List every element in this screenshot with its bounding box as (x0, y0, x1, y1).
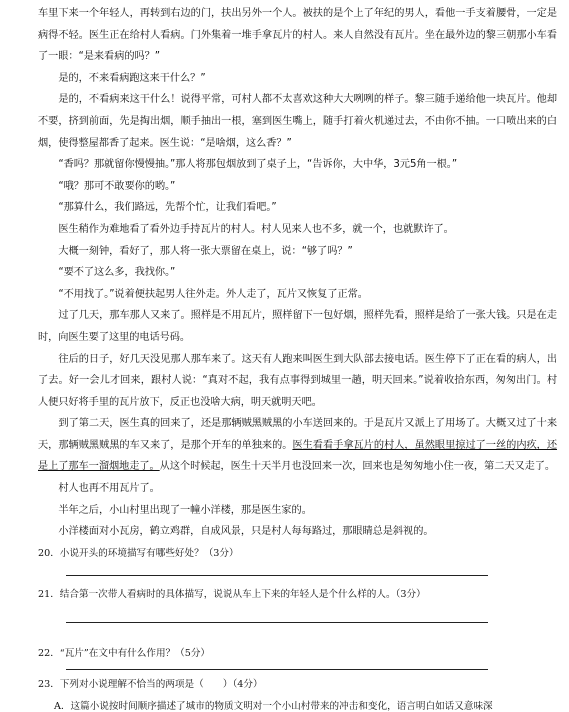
answer-line[interactable] (66, 561, 488, 576)
story-text-span: 到了第二天，医生真的回来了，还是那辆贼黑贼黑的小车送回来的。于是瓦片又派上了用场了。大概又过了十来天，那辆贼黑贼黑的车又来了，是那个开车的单独来的。 (38, 418, 557, 451)
story-paragraph: 是的，不看病来这干什么！说得平常，可村人都不太喜欢这种大大咧咧的样子。黎三随手递给他一块瓦片。他却不要，挤到前面，先是掏出烟，顺手抽出一根，塞到医生嘴上，随手打着火机递过去，不由你不抽。一口喷出来的白烟，使得整屋都香了起来。医生说：“是啥烟，这么香？” (38, 94, 557, 149)
story-paragraph: “不用找了。”说着便扶起男人往外走。外人走了，瓦片又恢复了正常。 (58, 288, 368, 300)
underlined-sentence: 医生看看手拿瓦片的村人，虽然眼里掠过了一丝的内疚，还是上了那车一溜烟地走了。 (38, 439, 558, 473)
story-paragraph: 小洋楼面对小瓦房，鹤立鸡群，自成风景，只是村人每每路过，那眼睛总是斜视的。 (58, 526, 434, 538)
story-paragraph: “那算什么，我们路远，先帮个忙，让我们看吧。” (58, 202, 277, 214)
story-paragraph: 村人也再不用瓦片了。 (58, 483, 160, 495)
story-paragraph: 过了几天，那车那人又来了。照样是不用瓦片，照样留下一包好烟，照样先看，照样是给了一张大钱。只是在走时，向医生要了这里的电话号码。 (38, 310, 557, 343)
question-21: 21．结合第一次带人看病时的具体描写，说说从车上下来的年轻人是个什么样的人。（3分） (38, 588, 426, 600)
story-text (38, 3, 557, 543)
question-20: 20．小说开头的环境描写有哪些好处？（3分） (38, 547, 239, 559)
choice-a: A．这篇小说按时间顺序描述了城市的物质文明对一个小山村带来的冲击和变化，语言明白如话又意味深 (54, 700, 493, 712)
story-paragraph: 半年之后，小山村里出现了一幢小洋楼，那是医生家的。 (58, 504, 312, 516)
story-paragraph: 医生稍作为难地看了看外边手持瓦片的村人。村人见来人也不多，就一个，也就默许了。 (58, 223, 454, 235)
story-paragraph: “哦？那可不敢要你的哟。” (58, 180, 176, 192)
story-paragraph: 大概一刻钟，看好了，那人将一张大票留在桌上，说：“够了吗？” (58, 245, 353, 257)
story-paragraph: 车里下来一个年轻人，再转到右边的门，扶出另外一个人。被扶的是个上了年纪的男人，看他一手支着腰骨，一定是病得不轻。医生正在给村人看病。门外集着一堆手拿瓦片的村人。来人自然没有瓦片。坐在最外边的黎三朝那小车看了一眼：“是来看病的吗？” (38, 8, 557, 63)
questions-section (38, 547, 557, 712)
question-22: 22．“瓦片”在文中有什么作用？（5分） (38, 647, 211, 659)
story-text-span: 从这个时候起，医生十天半月也没回来一次，回来也是匆匆地小住一夜，第二天又走了。 (159, 461, 556, 473)
story-paragraph (38, 413, 557, 478)
story-paragraph: “香吗？那就留你慢慢抽。”那人将那包烟放到了桌子上，“告诉你，大中华，3元5角一根。” (58, 159, 458, 171)
answer-line[interactable] (66, 602, 488, 623)
answer-line[interactable] (66, 661, 488, 670)
question-23: 23．下列对小说理解不恰当的两项是（ ）（4分） (38, 678, 263, 690)
story-paragraph: 是的，不来看病跑这来干什么？” (58, 72, 206, 84)
story-paragraph: “要不了这么多，我找你。” (58, 267, 176, 279)
story-paragraph: 往后的日子，好几天没见那人那车来了。这天有人跑来叫医生到大队部去接电话。医生停下了正在看的病人，出了去。好一会儿才回来，跟村人说：“真对不起，我有点事得到城里一趟，明天回来。”说着收拾东西，匆匆出门。村人便只好将手里的瓦片放下，反正也没啥大病，明天就明天吧。 (38, 353, 557, 408)
